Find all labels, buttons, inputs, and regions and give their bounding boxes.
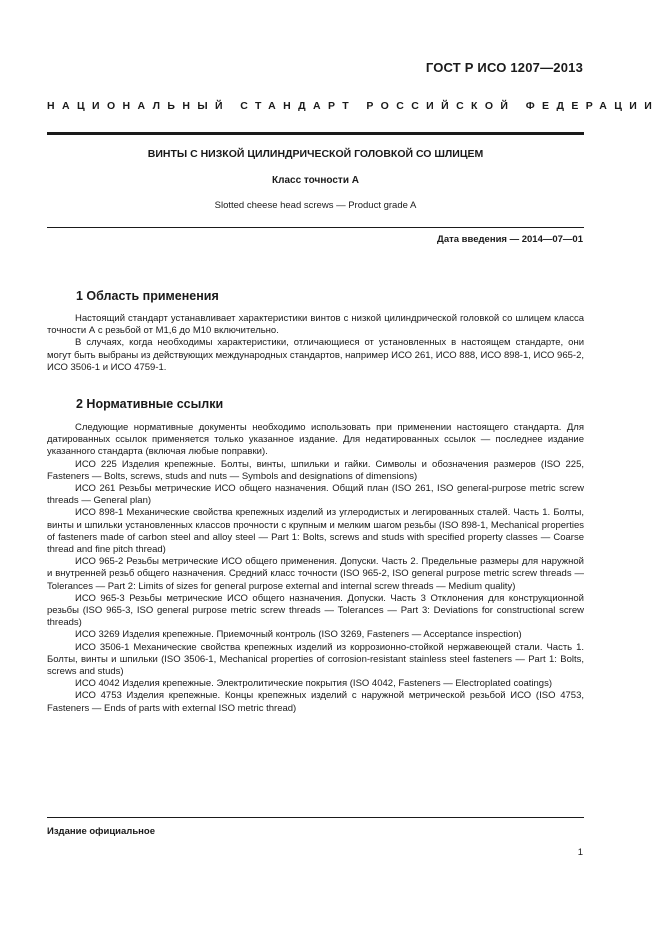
edition-label: Издание официальное (47, 826, 155, 837)
footer-divider (47, 817, 584, 818)
title-divider (47, 227, 584, 228)
reference-item: ИСО 965-2 Резьбы метрические ИСО общего применения. Допуски. Часть 2. Предельные размеры для наружной и внутренней резьб общего назначения. Средний класс точности (ISO 965-2, ISO general purpose metric screw threads — Tolerances — Part 2: Limits of sizes for general purpose external and internal screw threads — Medium quality) (47, 556, 584, 592)
reference-item: ИСО 4042 Изделия крепежные. Электролитические покрытия (ISO 4042, Fasteners — Electroplated coatings) (75, 678, 552, 690)
paragraph: В случаях, когда необходимы характеристики, отличающиеся от установленных в настоящем стандарте, они могут быть выбраны из действующих международных стандартов, например ИСО 261, ИСО 888, ИСО 898-1, ИСО 965-2, ИСО 3506-1 и ИСО 4759-1. (47, 337, 584, 373)
reference-item: ИСО 965-3 Резьбы метрические ИСО общего назначения. Допуски. Часть 3 Отклонения для конструкционной резьбы (ISO 965-3, ISO general purpose metric screw threads — Tolerances — Part 3: Deviations for constructional screw threads) (47, 592, 584, 629)
header-divider (47, 132, 584, 135)
page-number: 1 (577, 847, 583, 858)
reference-item: ИСО 898-1 Механические свойства крепежных изделий из углеродистых и легированных сталей. Часть 1. Болты, винты и шпильки установленных классов прочности с крупным и мелким шагом резьбы (ISO 898-1, Mechanical properties of fasteners made of carbon steel and alloy steel — Part 1: Bolts, screws and studs with specified property classes — Coarse thread and fine pitch thread) (47, 507, 584, 556)
gost-code: ГОСТ Р ИСО 1207—2013 (425, 60, 583, 75)
reference-item: ИСО 4753 Изделия крепежные. Концы крепежных изделий с наружной метрической резьбой ИСО (ISO 4753, Fasteners — Ends of parts with external ISO metric thread) (47, 690, 584, 714)
section-2-body (47, 422, 584, 715)
introduction-date: Дата введения — 2014—07—01 (437, 234, 583, 245)
document-title: ВИНТЫ С НИЗКОЙ ЦИЛИНДРИЧЕСКОЙ ГОЛОВКОЙ СО ШЛИЦЕМ (147, 148, 484, 160)
section-2-heading: 2 Нормативные ссылки (76, 397, 224, 411)
section-1-heading: 1 Область применения (76, 289, 219, 303)
reference-item: ИСО 3506-1 Механические свойства крепежных изделий из коррозионно-стойкой нержавеющей стали. Часть 1. Болты, винты и шпильки (ISO 3506-1, Mechanical properties of corrosion-resistant stainless steel fasteners — Part 1: Bolts, screws and studs) (47, 641, 584, 678)
national-standard-banner: НАЦИОНАЛЬНЫЙ СТАНДАРТ РОССИЙСКОЙ ФЕДЕРАЦИИ (47, 100, 660, 112)
document-subtitle: Класс точности А (272, 175, 359, 186)
paragraph: Настоящий стандарт устанавливает характеристики винтов с низкой цилиндрической головкой со шлицем класса точности А с резьбой от М1,6 до М10 включительно. (47, 313, 584, 337)
reference-item: ИСО 225 Изделия крепежные. Болты, винты, шпильки и гайки. Символы и обозначения размеров (ISO 225, Fasteners — Bolts, screws, studs and nuts — Symbols and designations of dimensions) (47, 458, 584, 482)
section-1-body (47, 313, 584, 374)
reference-item: ИСО 3269 Изделия крепежные. Приемочный контроль (ISO 3269, Fasteners — Acceptance inspection) (75, 629, 522, 641)
reference-item: ИСО 261 Резьбы метрические ИСО общего назначения. Общий план (ISO 261, ISO general-purpose metric screw threads — General plan) (47, 483, 584, 507)
paragraph: Следующие нормативные документы необходимо использовать при применении настоящего стандарта. Для датированных ссылок применяется только указанное издание. Для недатированных ссылок — последнее издание указанного стандарта (включая любые поправки). (47, 422, 584, 458)
document-english-title: Slotted cheese head screws — Product grade A (214, 200, 417, 211)
